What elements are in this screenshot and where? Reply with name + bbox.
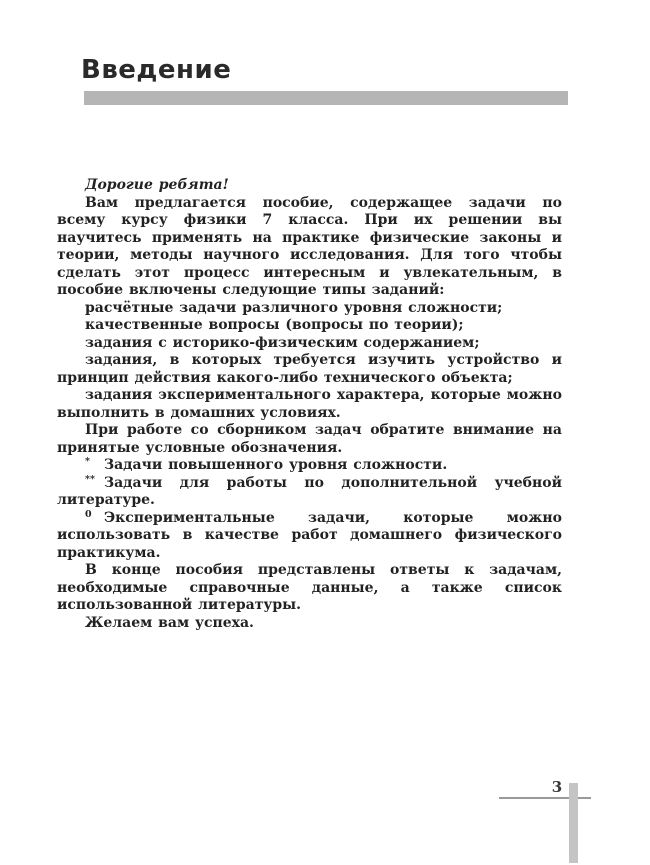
paragraph: качественные вопросы (вопросы по теории); (85, 317, 464, 333)
page-title: Введение (81, 55, 232, 85)
paragraph: расчётные задачи различного уровня сложности; (85, 299, 503, 316)
page-number: 3 (551, 778, 563, 796)
paragraph: * Задачи повышенного уровня сложности. (85, 456, 448, 473)
paragraph: ** Задачи для работы по дополнительной учебной литературе. (57, 473, 562, 508)
paragraph: Дорогие ребята! (85, 177, 229, 193)
paragraph: Вам предлагается пособие, содержащее задачи по всему курсу физики 7 класса. При их решении вы научитесь применять на практике физические законы и теории, методы научного исследования. Для того чтобы сделать этот процесс интересным и увлекательным, в пособие включены следующие типы заданий: (57, 194, 562, 298)
intro-paragraphs (57, 177, 562, 632)
paragraph: В конце пособия представлены ответы к задачам, необходимые справочные данные, а также список использованной литературы. (57, 562, 562, 613)
footer-vertical-bar (569, 783, 578, 863)
title-underline-bar (84, 91, 568, 105)
paragraph: Желаем вам успеха. (85, 614, 254, 631)
paragraph: задания экспериментального характера, которые можно выполнить в домашних условиях. (57, 387, 562, 421)
paragraph: При работе со сборником задач обратите внимание на принятые условные обозначения. (57, 422, 562, 456)
paragraph: задания, в которых требуется изучить устройство и принцип действия какого-либо технического объекта; (57, 352, 562, 386)
paragraph: задания с историко-физическим содержанием; (85, 334, 480, 351)
paragraph: $^0$ Экспериментальные задачи, которые можно использовать в качестве работ домашнего физического практикума. (57, 508, 562, 561)
